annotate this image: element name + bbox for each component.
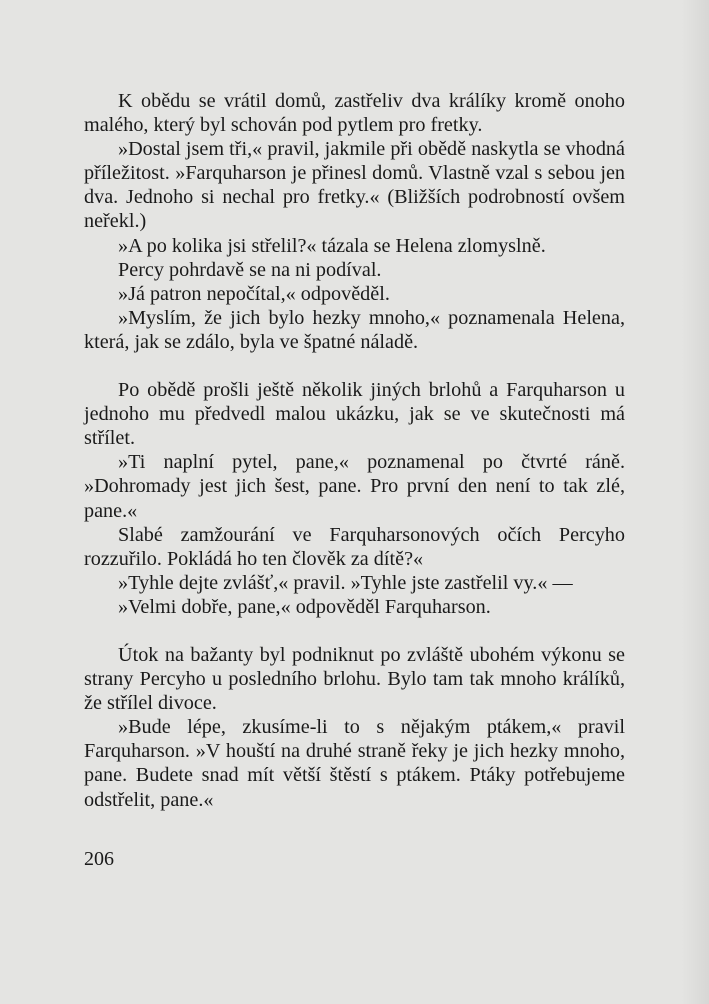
paragraph: »Dostal jsem tři,« pravil, jakmile při obědě naskytla se vhodná příležitost. »Farquharson je přinesl domů. Vlastně vzal s sebou jen dva. Jednoho si nechal pro fretky.« (Bližších podrobností ovšem neřekl.) (84, 138, 625, 233)
paragraph: Útok na bažanty byl podniknut po zvláště ubohém výkonu se strany Percyho u posledního brlohu. Bylo tam tak mnoho králíků, že střílel divoce. (84, 643, 625, 715)
paragraph: »Bude lépe, zkusíme-li to s nějakým ptákem,« pravil Farquharson. »V houští na druhé straně řeky je jich hezky mnoho, pane. Budete snad mít větší štěstí s ptákem. Ptáky potřebujeme odstřelit, pane.« (84, 716, 625, 811)
text-section (84, 378, 625, 619)
paragraph: »Já patron nepočítal,« odpověděl. (118, 282, 390, 305)
text-section (84, 643, 625, 812)
paragraph: »A po kolika jsi střelil?« tázala se Helena zlomyslně. (118, 234, 546, 257)
page-number: 206 (84, 848, 114, 870)
body-text (84, 89, 625, 812)
paragraph: »Myslím, že jich bylo hezky mnoho,« poznamenala Helena, která, jak se zdálo, byla ve špatné náladě. (84, 306, 625, 353)
paragraph: Percy pohrdavě se na ni podíval. (118, 258, 382, 281)
paragraph: Po obědě prošli ještě několik jiných brlohů a Farquharson u jednoho mu předvedl malou ukázku, jak se ve skutečnosti má střílet. (84, 379, 625, 450)
paragraph: Slabé zamžourání ve Farquharsonových očích Percyho rozzuřilo. Pokládá ho ten člověk za dítě?« (84, 523, 625, 570)
paragraph: »Ti naplní pytel, pane,« poznamenal po čtvrté ráně. »Dohromady jest jich šest, pane. Pro první den není to tak zlé, pane.« (84, 451, 625, 522)
text-section (84, 89, 625, 354)
paragraph: »Tyhle dejte zvlášť,« pravil. »Tyhle jste zastřelil vy.« — (118, 571, 573, 594)
paragraph: »Velmi dobře, pane,« odpověděl Farquharson. (118, 595, 491, 618)
paragraph: K obědu se vrátil domů, zastřeliv dva králíky kromě onoho malého, který byl schován pod pytlem pro fretky. (84, 90, 625, 137)
